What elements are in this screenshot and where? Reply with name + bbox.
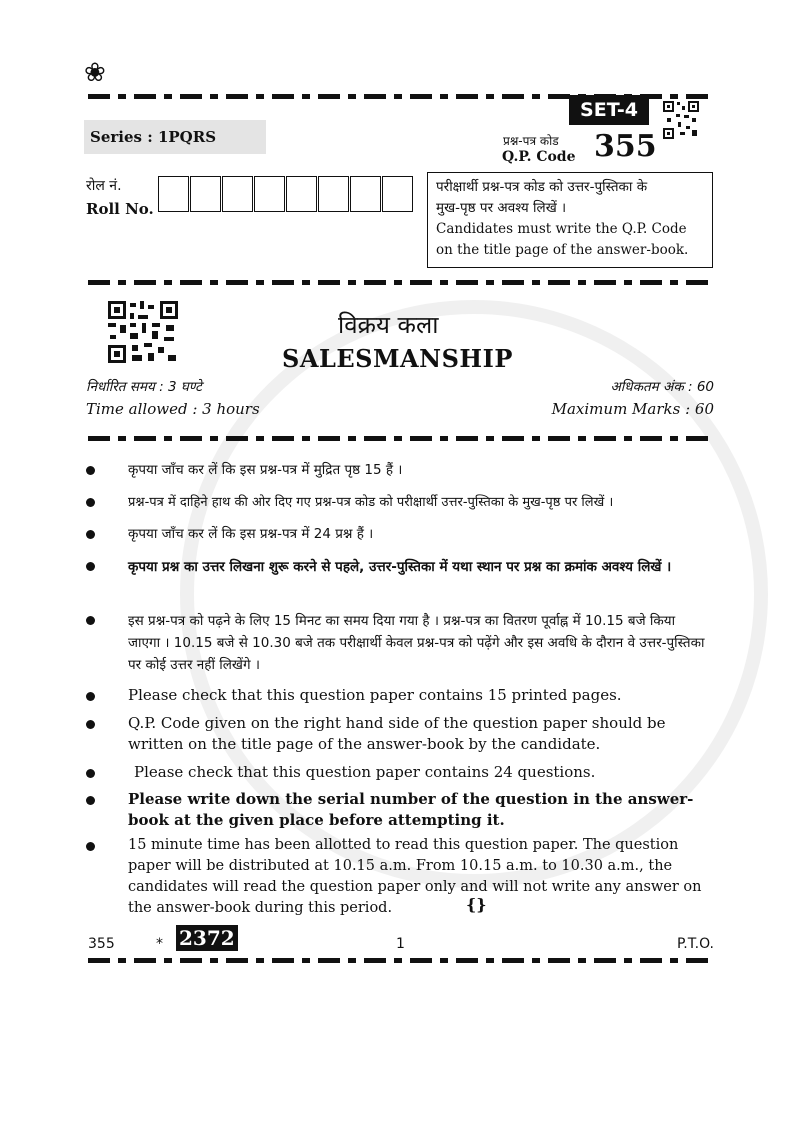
qr-code-icon [662,100,700,140]
time-allowed-en: Time allowed : 3 hours [86,400,260,418]
roll-box-5[interactable] [286,176,317,212]
instruction-hi: कृपया जाँच कर लें कि इस प्रश्न-पत्र में 24 प्रश्न हैं । [128,526,374,542]
set-badge: SET-4 [569,95,649,125]
brace-mark: {} [466,895,487,914]
roll-box-7[interactable] [350,176,381,212]
bullet-icon [86,562,95,571]
footer-pto: P.T.O. [677,936,714,952]
max-marks-hi: अधिकतम अंक : 60 [610,379,714,395]
roll-box-6[interactable] [318,176,349,212]
instruction-hi: प्रश्न-पत्र में दाहिने हाथ की ओर दिए गए प्रश्न-पत्र कोड को परीक्षार्थी उत्तर-पुस्तिका के मुख-पृष्ठ पर लिखें । [128,495,614,510]
instruction-hi: इस प्रश्न-पत्र को पढ़ने के लिए 15 मिनट का समय दिया गया है । प्रश्न-पत्र का वितरण पूर्वाह्न में 10.15 बजे किया जाएगा । 10.15 बजे से 10.30 बजे तक परीक्षार्थी केवल प्रश्न-पत्र को पढ़ेंगे और इस अवधि के दौरान वे उत्तर-पुस्तिका पर कोई उत्तर नहीं लिखेंगे । [128,613,705,673]
flower-logo-icon: ❀ [84,58,106,88]
bullet-icon [86,616,95,625]
time-allowed-hi: निर्धारित समय : 3 घण्टे [86,379,202,395]
footer-code: 355 [88,936,115,952]
bullet-icon [86,769,95,778]
mid-divider [88,280,714,285]
bullet-icon [86,842,95,851]
roll-box-2[interactable] [190,176,221,212]
roll-box-1[interactable] [158,176,189,212]
bullet-icon [86,796,95,805]
instruction-en: 15 minute time has been allotted to read this question paper. The question paper will be distributed at 10.15 a.m. From 10.15 a.m. to 10.30 a.m., the candidates will read the question paper only and will not write any answer on the answer-book during this period. [128,837,702,916]
title-hindi: विक्रय कला [338,311,439,339]
bullet-icon [86,692,95,701]
roll-box-4[interactable] [254,176,285,212]
instruction-en: Q.P. Code given on the right hand side of the question paper should be written on the title page of the answer-book by the candidate. [128,714,666,753]
instructions-divider [88,436,714,441]
qp-code-label-hi: प्रश्न-पत्र कोड [503,134,559,148]
footer-serial: 2372 [176,925,238,951]
footer-page-number: 1 [396,936,405,952]
notice-line: on the title page of the answer-book. [436,242,689,258]
instruction-hi: कृपया जाँच कर लें कि इस प्रश्न-पत्र में मुद्रित पृष्ठ 15 हैं । [128,462,403,478]
max-marks-en: Maximum Marks : 60 [551,400,714,418]
qr-code-icon [108,301,178,363]
bullet-icon [86,466,95,475]
instruction-en: Please check that this question paper contains 15 printed pages. [128,686,622,704]
footer-star: * [156,936,163,952]
instruction-en: Please write down the serial number of the question in the answer-book at the given place before attempting it. [128,790,694,829]
notice-line: परीक्षार्थी प्रश्न-पत्र कोड को उत्तर-पुस्तिका के [436,179,648,195]
footer-divider [88,958,714,963]
roll-label-hi: रोल नं. [86,178,122,194]
series-label: Series : 1PQRS [84,120,266,154]
title-english: SALESMANSHIP [282,344,513,373]
roll-box-3[interactable] [222,176,253,212]
notice-line: Candidates must write the Q.P. Code [436,221,687,237]
bullet-icon [86,720,95,729]
qp-code-notice-box [427,172,713,268]
roll-label-en: Roll No. [86,200,154,218]
bullet-icon [86,530,95,539]
instruction-hi: कृपया प्रश्न का उत्तर लिखना शुरू करने से पहले, उत्तर-पुस्तिका में यथा स्थान पर प्रश्न का क्रमांक अवश्य लिखें । [128,559,672,575]
instruction-en: Please check that this question paper contains 24 questions. [134,763,596,781]
roll-box-8[interactable] [382,176,413,212]
bullet-icon [86,498,95,507]
qp-code-value: 355 [594,129,657,164]
qp-code-label-en: Q.P. Code [502,149,576,165]
notice-line: मुख-पृष्ठ पर अवश्य लिखें । [436,200,567,216]
